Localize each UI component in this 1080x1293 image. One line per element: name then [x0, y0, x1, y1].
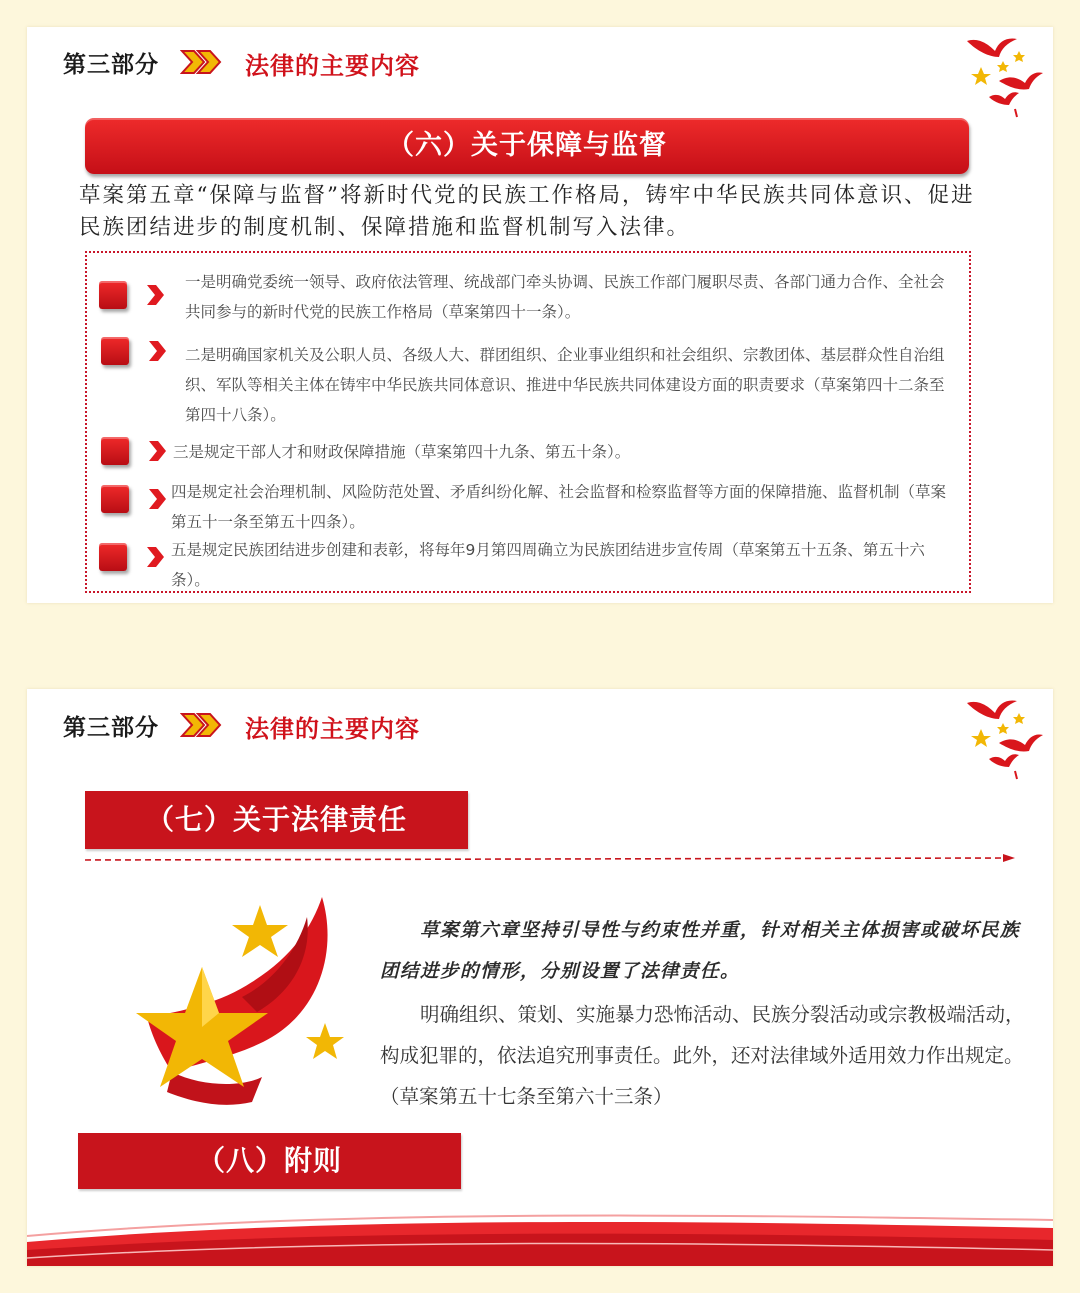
- red-arrow-icon: [145, 546, 165, 568]
- doves-stars-icon: [959, 693, 1045, 783]
- part-label: 第三部分: [63, 52, 159, 78]
- item-text: 三是规定干部人才和财政保障措施（草案第四十九条、第五十条）。: [173, 443, 631, 461]
- red-arrow-icon: [147, 340, 167, 362]
- part-label: 第三部分: [63, 715, 159, 741]
- section-banner-guarantee: （六）关于保障与监督: [85, 118, 969, 174]
- doves-stars-icon: [959, 31, 1045, 121]
- intro-paragraph: 草案第五章“保障与监督”将新时代党的民族工作格局，铸牢中华民族共同体意识、促进民族团结进步的制度机制、保障措施和监督机制写入法律。: [79, 183, 975, 240]
- red-square-bullet-icon: [101, 437, 129, 465]
- slide-guarantee-supervision: [27, 27, 1053, 603]
- red-arrow-icon: [147, 488, 167, 510]
- red-square-bullet-icon: [99, 281, 127, 309]
- double-chevron-icon: [180, 712, 224, 738]
- part-title: 法律的主要内容: [245, 715, 420, 743]
- slide-legal-responsibility: [27, 689, 1053, 1266]
- red-square-bullet-icon: [101, 337, 129, 365]
- red-wave-icon: [27, 1206, 1053, 1266]
- section-banner-legal-responsibility: （七）关于法律责任: [85, 791, 468, 849]
- item-text: 四是规定社会治理机制、风险防范处置、矛盾纠纷化解、社会监督和检察监督等方面的保障措施、监督机制（草案第五十一条至第五十四条）。: [171, 483, 947, 531]
- item-text: 一是明确党委统一领导、政府依法管理、统战部门牵头协调、民族工作部门履职尽责、各部门通力合作、全社会共同参与的新时代党的民族工作格局（草案第四十一条）。: [185, 273, 945, 321]
- item-text: 五是规定民族团结进步创建和表彰，将每年9月第四周确立为民族团结进步宣传周（草案第五十五条、第五十六条）。: [171, 541, 925, 589]
- red-square-bullet-icon: [101, 485, 129, 513]
- paragraph-overview: 草案第六章坚持引导性与约束性并重，针对相关主体损害或破坏民族团结进步的情形，分别设置了法律责任。: [380, 920, 1021, 982]
- red-square-bullet-icon: [99, 543, 127, 571]
- items-box: [85, 251, 971, 593]
- section-banner-supplementary: （八）附则: [78, 1133, 461, 1189]
- paragraph-criminal-liability: 明确组织、策划、实施暴力恐怖活动、民族分裂活动或宗教极端活动，构成犯罪的，依法追究刑事责任。此外，还对法律域外适用效力作出规定。（草案第五十七条至第六十三条）: [380, 1003, 1025, 1108]
- double-chevron-icon: [180, 49, 224, 75]
- dashed-arrow-icon: [85, 854, 1015, 866]
- red-arrow-icon: [145, 284, 165, 306]
- item-text: 二是明确国家机关及公职人员、各级人大、群团组织、企业事业组织和社会组织、宗教团体、基层群众性自治组织、军队等相关主体在铸牢中华民族共同体意识、推进中华民族共同体建设方面的职责要求（草案第四十二条至第四十八条）。: [185, 346, 945, 424]
- star-ribbon-icon: [132, 887, 347, 1112]
- part-title: 法律的主要内容: [245, 52, 420, 80]
- red-arrow-icon: [147, 440, 167, 462]
